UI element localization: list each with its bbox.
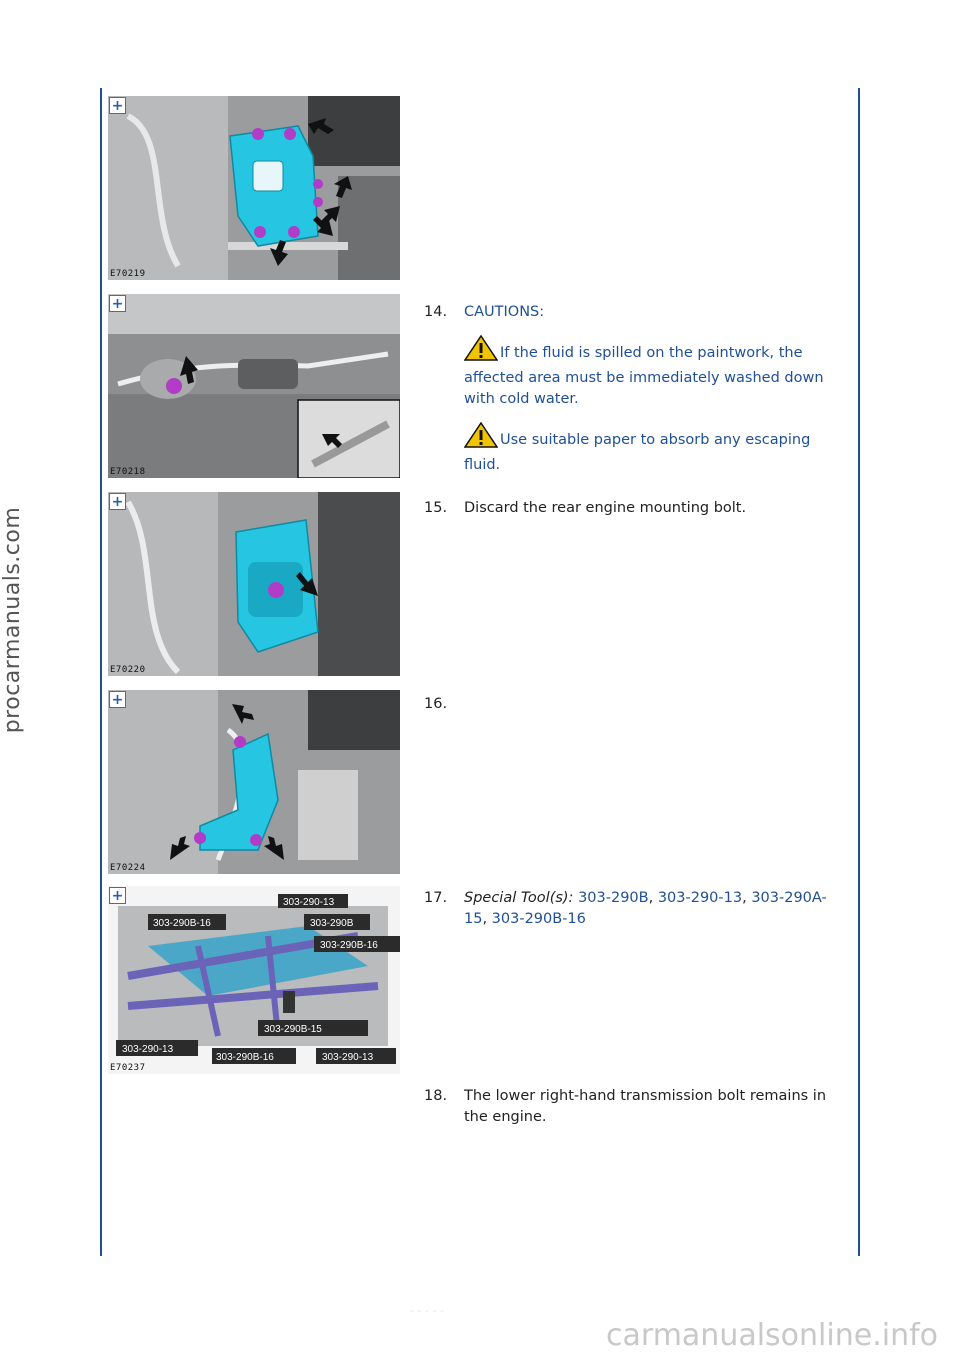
figure-id: E70218 [110, 467, 146, 477]
step-15 [424, 498, 844, 519]
zoom-icon[interactable]: + [109, 97, 126, 114]
tool-label-6: 303-290B-16 [216, 1052, 274, 1063]
tool-label-1: 303-290B-16 [153, 918, 211, 929]
tool-label-3: 303-290B-16 [320, 940, 378, 951]
step-number: 17. [424, 890, 448, 906]
caution-text: Use suitable paper to absorb any escaping fluid. [464, 432, 811, 473]
figure-rear-mount-bolt[interactable] [108, 492, 400, 676]
figure-illustration [108, 886, 400, 1074]
warning-icon [464, 422, 498, 455]
tool-label-7: 303-290-13 [322, 1052, 374, 1063]
side-watermark: procarmanuals.com [0, 506, 25, 734]
zoom-icon[interactable]: + [109, 295, 126, 312]
figure-illustration [108, 96, 400, 280]
step-18 [424, 1086, 844, 1128]
figure-special-tools[interactable] [108, 886, 400, 1074]
left-margin-rule [100, 88, 102, 1256]
figure-clutch-line[interactable] [108, 294, 400, 478]
caution-2 [464, 422, 844, 476]
zoom-icon[interactable]: + [109, 887, 126, 904]
tool-label-2: 303-290B [310, 918, 354, 929]
tool-link-303-290A-15[interactable]: 303-290A-15 [464, 890, 827, 927]
tool-label-5: 303-290-13 [122, 1044, 174, 1055]
figure-illustration [108, 690, 400, 874]
caution-1 [464, 335, 844, 410]
caution-text: If the fluid is spilled on the paintwork, the affected area must be immediately washed down with cold water. [464, 345, 824, 407]
right-margin-rule [858, 88, 860, 1256]
figure-id: E70220 [110, 665, 146, 675]
step-number: 16. [424, 696, 448, 712]
step-text: The lower right-hand transmission bolt remains in the engine. [464, 1088, 827, 1125]
tool-label-0: 303-290-13 [283, 897, 335, 908]
figure-engine-mount-bolts[interactable] [108, 96, 400, 280]
zoom-icon[interactable]: + [109, 493, 126, 510]
cautions-heading: CAUTIONS: [464, 304, 545, 320]
tool-label-4: 303-290B-15 [264, 1024, 322, 1035]
figure-bracket-bolts[interactable] [108, 690, 400, 874]
special-tools: Special Tool(s): 303-290B, 303-290-13, 303-290A-15, 303-290B-16 [464, 890, 827, 927]
zoom-icon[interactable]: + [109, 691, 126, 708]
page-number: - - - - - [410, 1304, 444, 1317]
figure-id: E70224 [110, 863, 146, 873]
special-tools-label: Special Tool(s): [464, 890, 574, 906]
figure-id: E70219 [110, 269, 146, 279]
tool-link-303-290-13[interactable]: 303-290-13 [657, 890, 743, 906]
step-number: 15. [424, 500, 448, 516]
figure-illustration [108, 492, 400, 676]
figure-illustration [108, 294, 400, 478]
step-number: 18. [424, 1088, 448, 1104]
warning-icon [464, 335, 498, 368]
figure-id: E70237 [110, 1063, 146, 1073]
tool-link-303-290B[interactable]: 303-290B [578, 890, 649, 906]
step-number: 14. [424, 304, 448, 320]
tool-link-303-290B-16[interactable]: 303-290B-16 [491, 911, 586, 927]
bottom-watermark: carmanualsonline.info [606, 1318, 938, 1353]
step-17 [424, 888, 844, 930]
step-text: Discard the rear engine mounting bolt. [464, 500, 747, 516]
step-14 [424, 302, 844, 476]
